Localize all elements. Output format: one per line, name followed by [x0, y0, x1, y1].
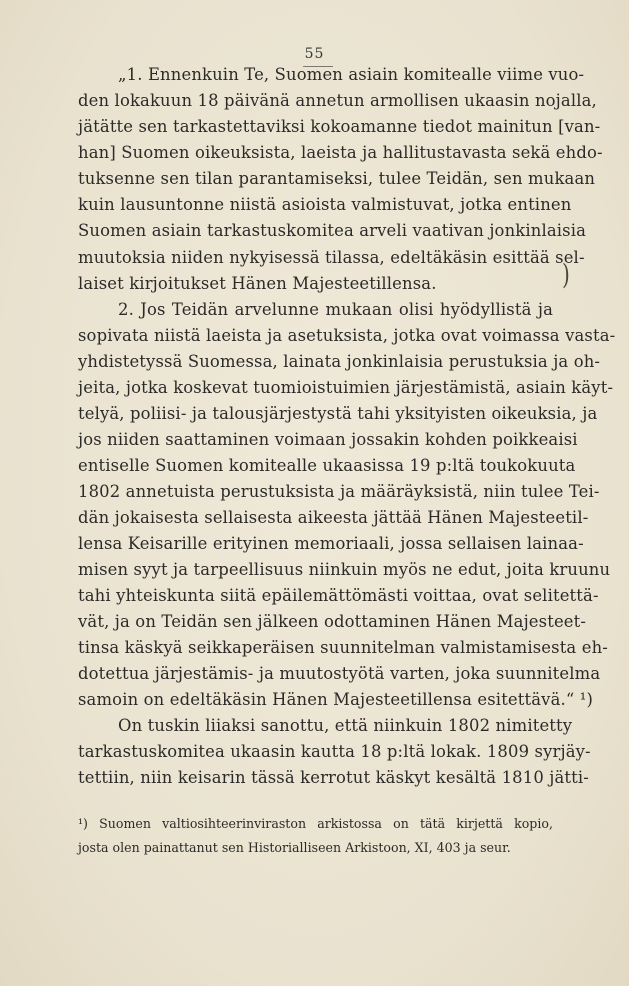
body-line: tahi yhteiskunta siitä epäilemättömästi voittaa, ovat selitettä- — [78, 586, 599, 605]
body-line: muutoksia niiden nykyisessä tilassa, edeltäkäsin esittää sel- — [78, 248, 585, 267]
body-line: 2. Jos Teidän arvelunne mukaan olisi hyödyllistä ja — [118, 300, 553, 319]
body-line: den lokakuun 18 päivänä annetun armollisen ukaasin nojalla, — [78, 91, 597, 110]
body-line: misen syyt ja tarpeellisuus niinkuin myös ne edut, joita kruunu — [78, 560, 611, 579]
body-line: On tuskin liiaksi sanottu, että niinkuin 1802 nimitetty — [118, 716, 573, 735]
body-line: Suomen asiain tarkastuskomitea arveli vaativan jonkinlaisia — [78, 221, 587, 240]
margin-bracket-mark: ) — [562, 257, 570, 291]
body-line: tettiin, niin keisarin tässä kerrotut käskyt kesältä 1810 jätti- — [78, 768, 589, 787]
body-line: dän jokaisesta sellaisesta aikeesta jättää Hänen Majesteetil- — [78, 508, 589, 527]
body-line: sopivata niistä laeista ja asetuksista, jotka ovat voimassa vasta- — [78, 326, 616, 345]
body-line: lensa Keisarille erityinen memoriaali, jossa sellaisen lainaa- — [78, 534, 584, 553]
body-line: han] Suomen oikeuksista, laeista ja hallitustavasta sekä ehdo- — [78, 143, 603, 162]
body-line: kuin lausuntonne niistä asioista valmistuvat, jotka entinen — [78, 195, 572, 214]
page-number: 55 — [304, 46, 325, 62]
body-line: samoin on edeltäkäsin Hänen Majesteetillensa esitettävä.“ ¹) — [78, 690, 594, 709]
footnote-line: ¹) Suomen valtiosihteerinviraston arkistossa on tätä kirjettä kopio, — [78, 816, 553, 831]
body-line: 1802 annetuista perustuksista ja määräyksistä, niin tulee Tei- — [78, 482, 600, 501]
body-line: yhdistetyssä Suomessa, lainata jonkinlaisia perustuksia ja oh- — [78, 352, 601, 371]
body-line: „1. Ennenkuin Te, Suomen asiain komitealle viime vuo- — [118, 65, 585, 84]
body-line: laiset kirjoitukset Hänen Majesteetillensa. — [78, 274, 437, 293]
body-line: vät, ja on Teidän sen jälkeen odottaminen Hänen Majesteet- — [78, 612, 587, 631]
body-line: tarkastuskomitea ukaasin kautta 18 p:ltä lokak. 1809 syrjäy- — [78, 742, 591, 761]
footnote-line: josta olen painattanut sen Historialliseen Arkistoon, XI, 403 ja seur. — [78, 840, 511, 855]
body-line: entiselle Suomen komitealle ukaasissa 19 p:ltä toukokuuta — [78, 456, 576, 475]
body-line: jos niiden saattaminen voimaan jossakin kohden poikkeaisi — [78, 430, 578, 449]
body-line: jeita, jotka koskevat tuomioistuimien järjestämistä, asiain käyt- — [78, 378, 614, 397]
body-line: jätätte sen tarkastettaviksi kokoamanne tiedot mainitun [van- — [78, 117, 601, 136]
body-line: tuksenne sen tilan parantamiseksi, tulee Teidän, sen mukaan — [78, 169, 596, 188]
body-line: dotettua järjestämis- ja muutostyötä varten, joka suunnitelma — [78, 664, 601, 683]
body-line: tinsa käskyä seikkaperäisen suunnitelman valmistamisesta eh- — [78, 638, 608, 657]
body-line: telyä, poliisi- ja talousjärjestystä tahi yksityisten oikeuksia, ja — [78, 404, 598, 423]
